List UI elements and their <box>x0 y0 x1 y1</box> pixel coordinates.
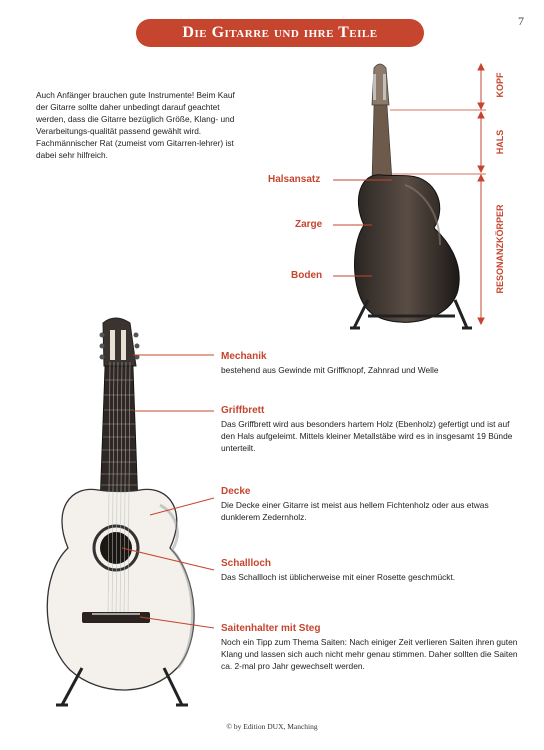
back-guitar-image <box>350 64 472 328</box>
footer-copyright: © by Edition DUX, Manching <box>226 722 318 731</box>
intro-text: Auch Anfänger brauchen gute Instrumente! Beim Kauf der Gitarre sollte daher unbedingt darauf geachtet werden, dass die Gitarre bezüglich Größe, Klang- und Verarbeitungs-qualität passend gewählt wird. Fachmännischer Rat (zumeist vom Gitarren-lehrer) ist dabei sehr hilfreich. <box>36 90 235 160</box>
part-text: Das Schallloch ist üblicherweise mit einer Rosette geschmückt. <box>221 572 456 582</box>
label-halsansatz: Halsansatz <box>268 174 321 185</box>
page-number: 7 <box>518 14 524 28</box>
part-text: Die Decke einer Gitarre ist meist aus hellem Fichtenholz oder aus etwas dunklerem Zedernholz. <box>221 500 489 522</box>
label-resonanzkoerper: RESONANZKÖRPER <box>495 204 505 294</box>
label-hals: HALS <box>495 129 505 155</box>
label-zarge: Zarge <box>295 219 323 230</box>
part-mechanik <box>221 351 521 376</box>
part-saitenhalter <box>221 623 521 672</box>
part-title: Saitenhalter mit Steg <box>221 623 321 634</box>
part-title: Mechanik <box>221 351 267 362</box>
part-text: Noch ein Tipp zum Thema Saiten: Nach einiger Zeit verlieren Saiten ihren guten Klang und lassen sich auch nicht mehr genau stimmen. Daher sollten die Saiten ca. 2-mal pro Jahr gewechselt werden. <box>221 637 518 671</box>
part-title: Schallloch <box>221 558 272 569</box>
label-boden: Boden <box>291 270 323 281</box>
part-text: bestehend aus Gewinde mit Griffknopf, Zahnrad und Welle <box>221 365 439 375</box>
part-title: Griffbrett <box>221 405 265 416</box>
part-text: Das Griffbrett wird aus besonders hartem Holz (Ebenholz) gefertigt und ist auf den Hals aufgeleimt. Mittels kleiner Metallstäbe wird es in insgesamt 19 Bünde unterteilt. <box>221 419 513 453</box>
part-griffbrett <box>221 405 521 454</box>
part-title: Decke <box>221 486 251 497</box>
part-schallloch <box>221 558 521 583</box>
front-guitar-image <box>47 318 194 705</box>
label-kopf: KOPF <box>495 72 505 98</box>
page-title: Die Gitarre und ihre Teile <box>136 19 424 47</box>
part-decke <box>221 486 521 523</box>
